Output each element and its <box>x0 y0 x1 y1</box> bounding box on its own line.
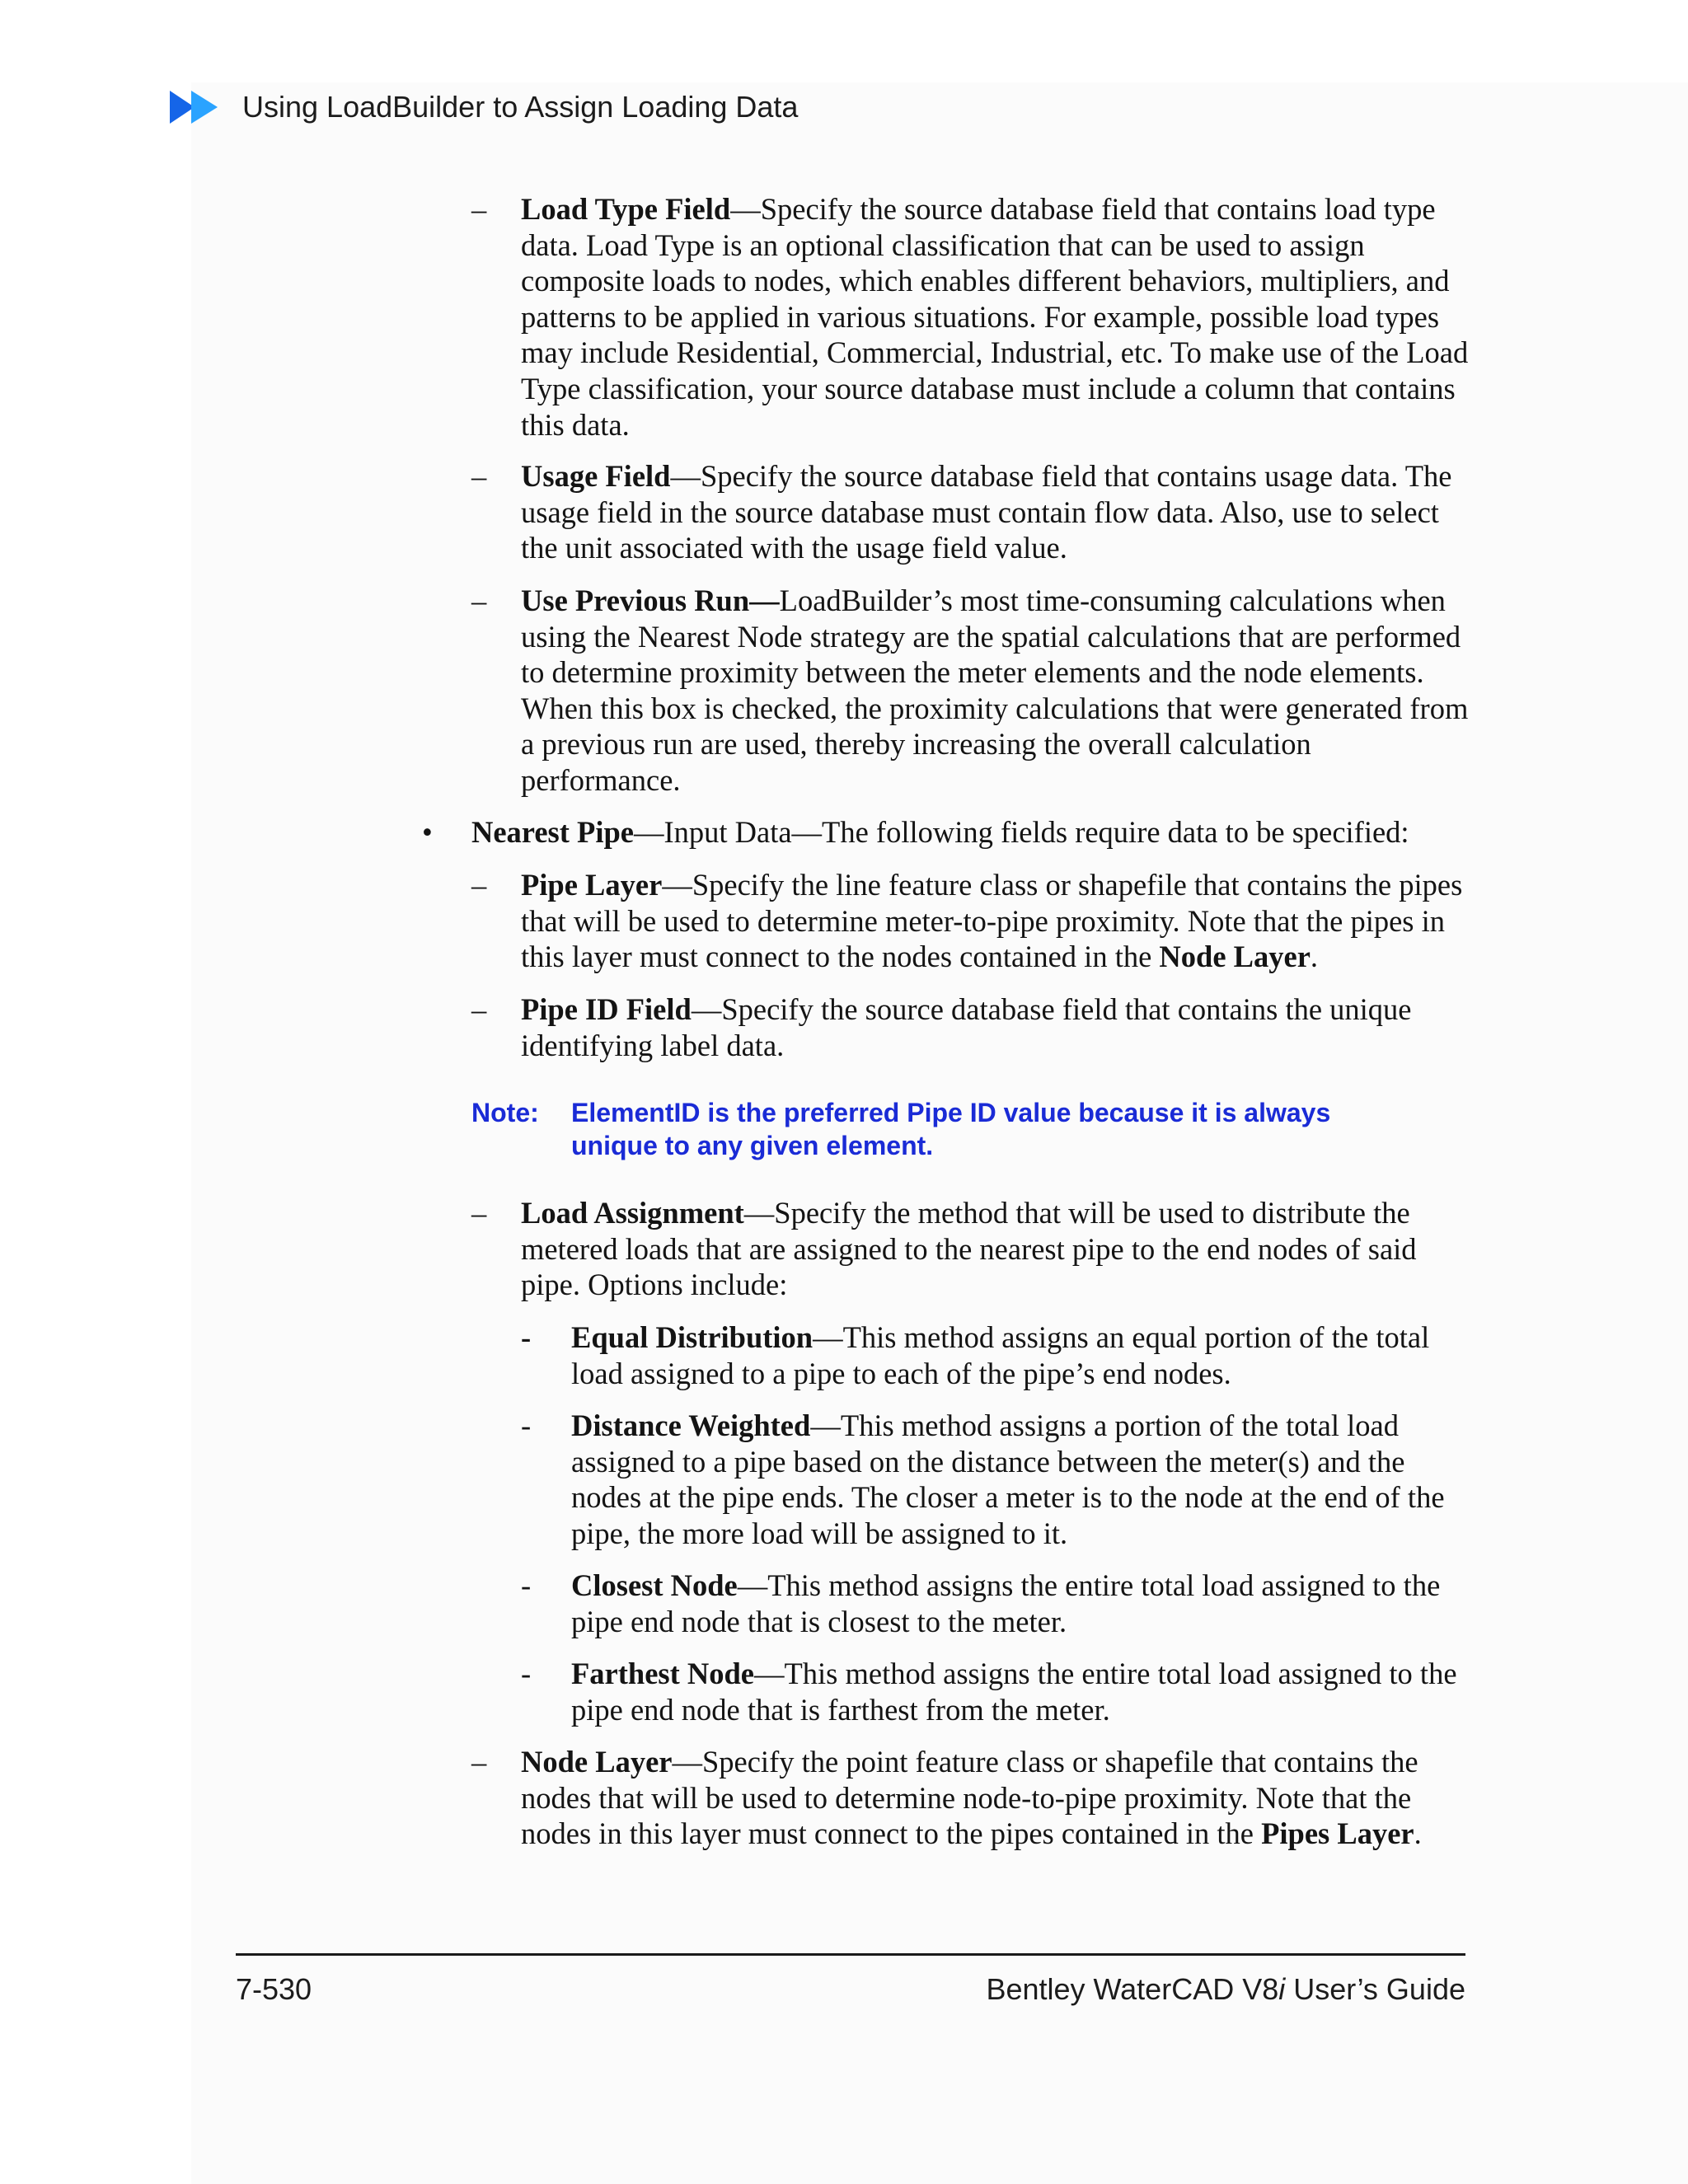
description: —This method assigns an equal portion of the total load assigned to a pipe to each of the pipe’s end nodes. <box>571 1320 1430 1390</box>
dash-marker: – <box>471 583 487 617</box>
term: Distance Weighted <box>571 1408 811 1442</box>
list-item-closest-node <box>571 1568 1469 1639</box>
list-item-nearest-pipe <box>471 814 1469 851</box>
book-title-suffix: User’s Guide <box>1285 1972 1465 2006</box>
list-item-equal-distribution <box>571 1319 1469 1391</box>
bullet-marker: • <box>422 815 433 849</box>
list-item-previous-run <box>521 583 1469 799</box>
list-item-pipe-layer <box>521 867 1469 975</box>
description: —Specify the source database field that contains load type data. Load Type is an optional classification that can be used to assign composite loads to nodes, which enables different behaviors, multipliers, and patterns to be applied in various situations. For example, possible load types may include Residential, Commercial, Industrial, etc. To make use of the Load Type classification, your source database must include a column that contains this data. <box>521 192 1469 442</box>
term: Load Type Field <box>521 192 731 226</box>
list-item-node-layer <box>521 1744 1469 1852</box>
hyphen-marker: - <box>521 1568 532 1602</box>
note-label: Note: <box>471 1098 539 1127</box>
term: Usage Field <box>521 459 671 493</box>
term: Closest Node <box>571 1568 738 1602</box>
note-line-2: unique to any given element. <box>571 1131 934 1160</box>
hyphen-marker: - <box>521 1657 532 1690</box>
dash-marker: – <box>471 1745 487 1779</box>
dash-marker: – <box>471 992 487 1026</box>
header-title: Using LoadBuilder to Assign Loading Data <box>242 90 799 124</box>
list-item-farthest-node <box>571 1656 1469 1727</box>
dash-marker: – <box>471 1196 487 1230</box>
term: Load Assignment <box>521 1196 744 1230</box>
book-title <box>986 1971 1465 2008</box>
term: Nearest Pipe <box>471 815 634 849</box>
dash-marker: – <box>471 868 487 902</box>
hyphen-marker: - <box>521 1320 532 1354</box>
punctuation: . <box>1414 1816 1422 1851</box>
page-header <box>170 87 798 127</box>
term: Equal Distribution <box>571 1320 814 1354</box>
description: —This method assigns the entire total load assigned to the pipe end node that is farthest from the meter. <box>571 1657 1457 1727</box>
term: Pipe ID Field <box>521 992 692 1026</box>
description: —Specify the line feature class or shapefile that contains the pipes that will be used to determine meter-to-pipe proximity. Note that the pipes in this layer must connect to the nodes contained in the <box>521 868 1463 974</box>
punctuation: . <box>1310 940 1319 974</box>
book-title-italic: i <box>1278 1972 1286 2006</box>
description: —Specify the source database field that contains usage data. The usage field in the source database must contain flow data. Also, use to select the unit associated with the usage field value. <box>521 459 1452 565</box>
term: Node Layer <box>521 1745 673 1779</box>
term: Farthest Node <box>571 1657 754 1690</box>
list-item-distance-weighted <box>571 1408 1469 1551</box>
description: —Specify the method that will be used to distribute the metered loads that are assigned to the nearest pipe to the end nodes of said pipe. Options include: <box>521 1196 1417 1302</box>
list-item-pipe-id <box>521 991 1469 1063</box>
double-arrow-icon <box>170 89 223 125</box>
term: Use Previous Run— <box>521 583 780 617</box>
dash-marker: – <box>471 459 487 493</box>
description: —Specify the source database field that contains the unique identifying label data. <box>521 992 1412 1062</box>
list-item-usage <box>521 458 1469 566</box>
footer-divider <box>236 1953 1465 1956</box>
page-number: 7-530 <box>236 1972 312 2006</box>
term: Pipe Layer <box>521 868 663 902</box>
reference: Pipes Layer <box>1261 1816 1414 1851</box>
description: —Specify the point feature class or shapefile that contains the nodes that will be used to determine node-to-pipe proximity. Note that the nodes in this layer must connect to the pipes contained in the <box>521 1745 1418 1851</box>
description: —This method assigns a portion of the total load assigned to a pipe based on the distance between the meter(s) and the nodes at the pipe ends. The closer a meter is to the node at the end of the pipe, the more load will be assigned to it. <box>571 1408 1445 1550</box>
dash-marker: – <box>471 192 487 226</box>
note-line-1: ElementID is the preferred Pipe ID value because it is always <box>571 1098 1331 1127</box>
description: LoadBuilder’s most time-consuming calculations when using the Nearest Node strategy are the spatial calculations that are performed to determine proximity between the meter elements and the node elements. When this box is checked, the proximity calculations that were generated from a previous run are used, thereby increasing the overall calculation performance. <box>521 583 1469 797</box>
list-item-load-type <box>521 191 1469 443</box>
list-item-load-assignment <box>521 1195 1469 1303</box>
book-title-prefix: Bentley WaterCAD V8 <box>986 1972 1279 2006</box>
reference: Node Layer <box>1159 940 1311 974</box>
description: —This method assigns the entire total load assigned to the pipe end node that is closest to the meter. <box>571 1568 1441 1638</box>
description: —Input Data—The following fields require data to be specified: <box>633 815 1409 849</box>
hyphen-marker: - <box>521 1408 532 1442</box>
